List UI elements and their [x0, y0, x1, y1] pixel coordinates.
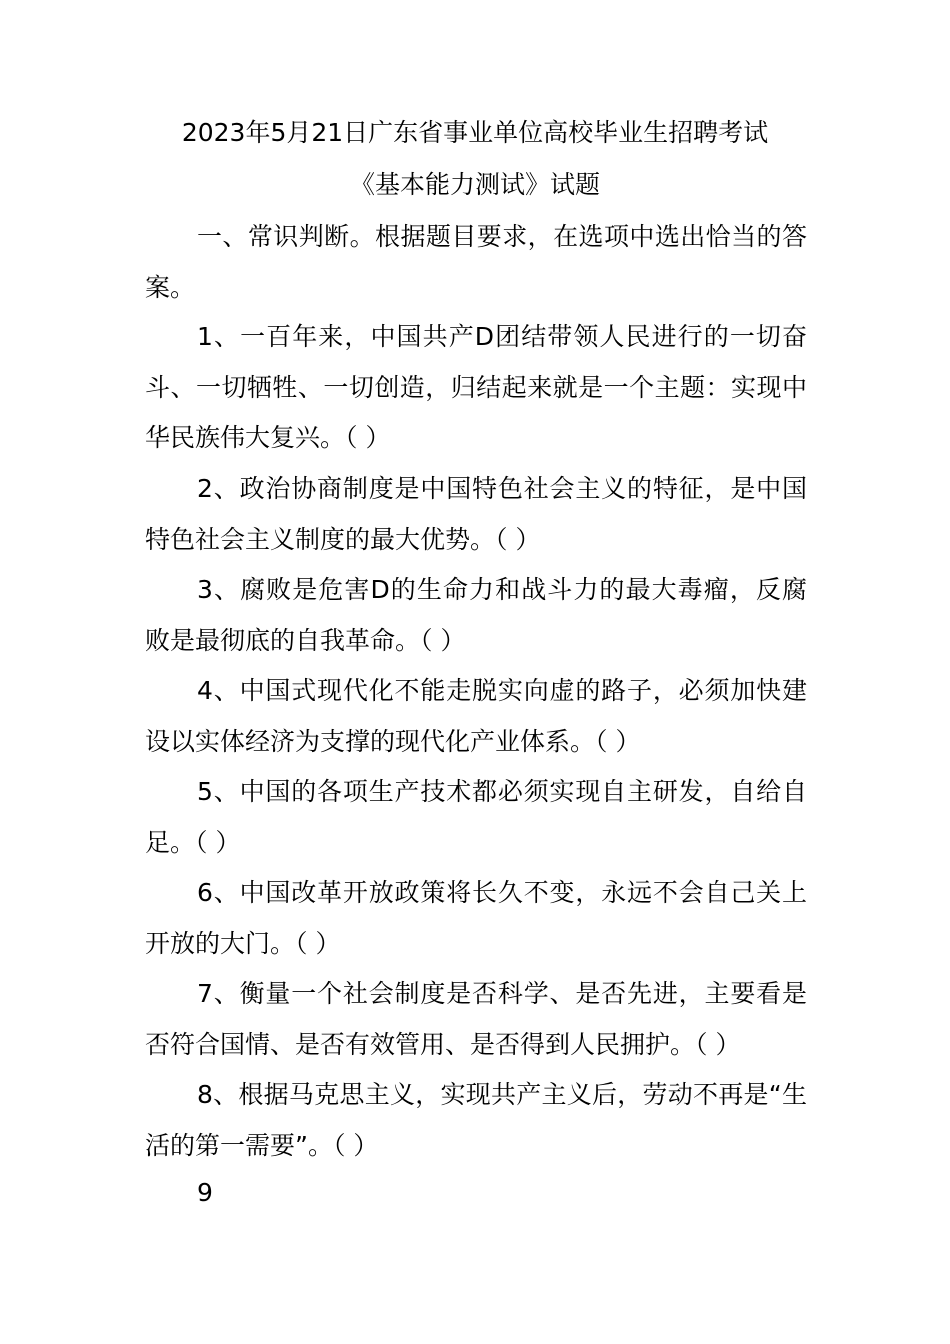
- question-7: 7、衡量一个社会制度是否科学、是否先进，主要看是否符合国情、是否有效管用、是否得到人民拥护。（ ）: [145, 979, 807, 1059]
- question-3: 3、腐败是危害D的生命力和战斗力的最大毒瘤，反腐败是最彻底的自我革命。（ ）: [145, 575, 807, 655]
- question-6: 6、中国改革开放政策将长久不变，永远不会自己关上开放的大门。（ ）: [145, 878, 807, 958]
- section-heading: 一、常识判断。根据题目要求，在选项中选出恰当的答案。: [145, 222, 807, 302]
- question-1: 1、一百年来，中国共产D团结带领人民进行的一切奋斗、一切牺牲、一切创造，归结起来就是一个主题：实现中华民族伟大复兴。（ ）: [145, 322, 807, 453]
- question-5: 5、中国的各项生产技术都必须实现自主研发，自给自足。（ ）: [145, 777, 807, 857]
- question-4: 4、中国式现代化不能走脱实向虚的路子，必须加快建设以实体经济为支撑的现代化产业体系。（ ）: [145, 676, 807, 756]
- question-9: 9: [197, 1178, 213, 1207]
- question-2: 2、政治协商制度是中国特色社会主义的特征，是中国特色社会主义制度的最大优势。（ ）: [145, 474, 807, 554]
- question-8: 8、根据马克思主义，实现共产主义后，劳动不再是“生活的第一需要”。（ ）: [145, 1080, 807, 1160]
- document-title-line2: 《基本能力测试》试题: [349, 170, 600, 199]
- document-title-line1: 2023年5月21日广东省事业单位高校毕业生招聘考试: [181, 118, 769, 147]
